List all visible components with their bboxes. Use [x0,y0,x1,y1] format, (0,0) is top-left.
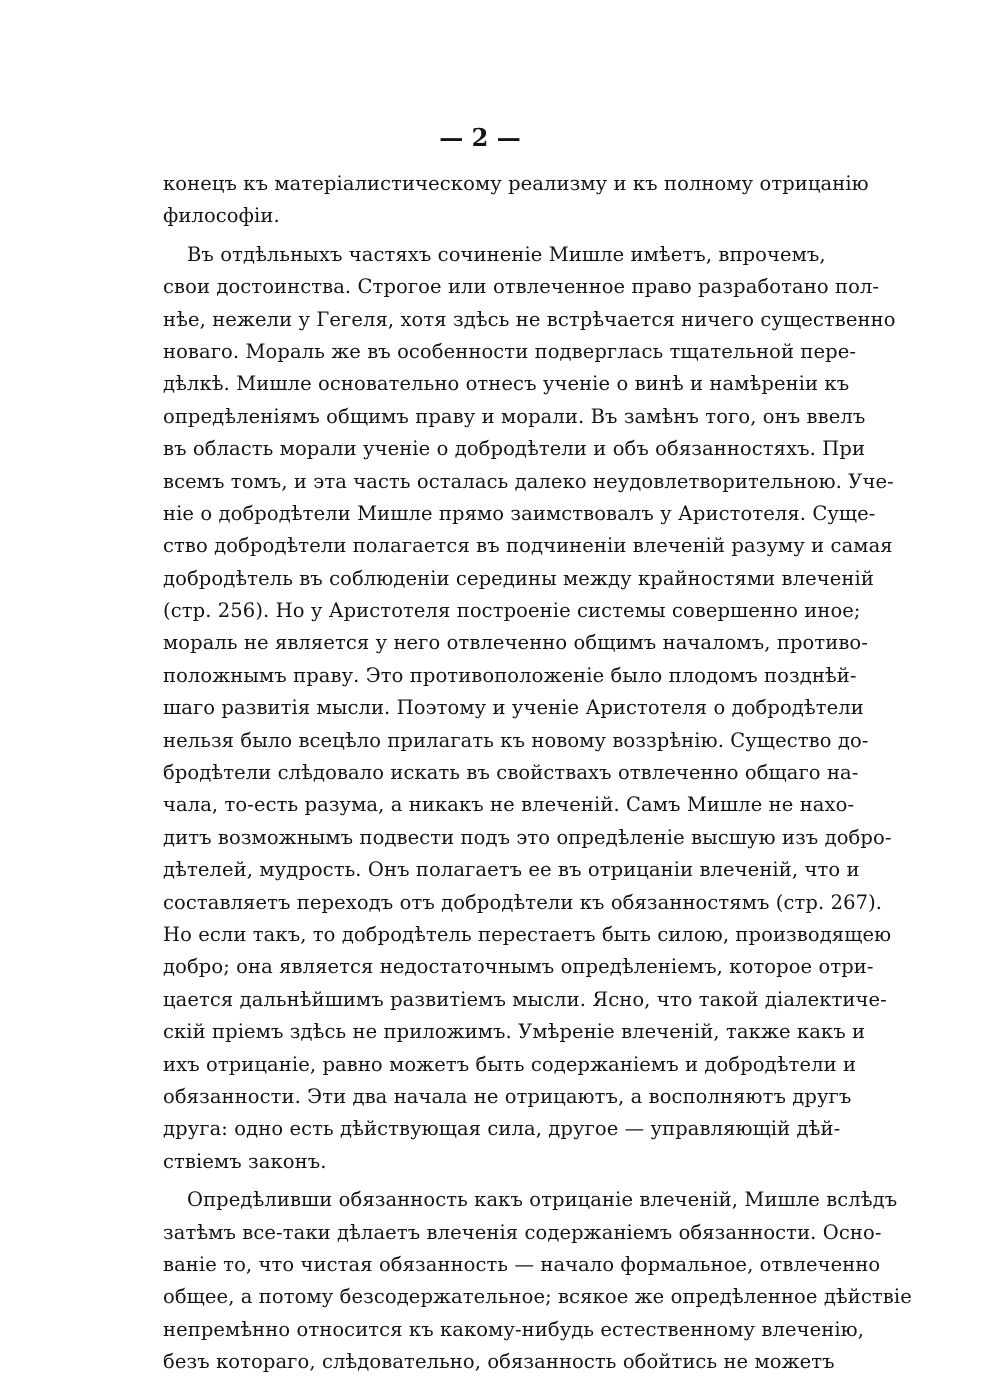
text-line: ство добродѣтели полагается въ подчиненіи влеченій разуму и самая [163,534,893,558]
text-line: Опредѣливши обязанность какъ отрицаніе влеченій, Мишле вслѣдъ [187,1188,898,1212]
page-number: — 2 — [439,123,521,152]
text-line: дитъ возможнымъ подвести подъ это опредѣленіе высшую изъ добро- [163,825,892,849]
text-line: составляетъ переходъ отъ добродѣтели къ обязанностямъ (стр. 267). [163,890,883,914]
text-line: добро; она является недостаточнымъ опредѣленіемъ, которое отри- [163,955,874,979]
text-line: цается дальнѣйшимъ развитіемъ мысли. Ясно, что такой діалектиче- [163,987,887,1011]
text-line: добродѣтель въ соблюденіи середины между крайностями влеченій [163,566,874,590]
text-line: дѣлкѣ. Мишле основательно отнесъ ученіе о винѣ и намѣреніи къ [163,372,850,396]
text-line: Въ отдѣльныхъ частяхъ сочиненіе Мишле имѣетъ, впрочемъ, [187,242,826,266]
text-line: нельзя было всецѣло прилагать къ новому воззрѣнію. Существо до- [163,728,869,752]
text-line: Но если такъ, то добродѣтель перестаетъ быть силою, производящею [163,922,892,946]
text-line: (стр. 256). Но у Аристотеля построеніе системы совершенно иное; [163,599,861,623]
text-line: новаго. Мораль же въ особенности подверглась тщательной пере- [163,339,857,363]
paragraph [163,239,896,1178]
text-line: философіи. [163,204,280,228]
text-line: опредѣленіямъ общимъ праву и морали. Въ замѣнъ того, онъ ввелъ [163,404,866,428]
body-text [163,168,912,1378]
text-line: бродѣтели слѣдовало искать въ свойствахъ отвлеченно общаго на- [163,761,859,785]
text-line: ихъ отрицаніе, равно можетъ быть содержаніемъ и добродѣтели и [163,1052,857,1076]
text-line: чала, то-есть разума, а никакъ не влеченій. Самъ Мишле не нахо- [163,793,855,817]
text-line: ваніе то, что чистая обязанность — начало формальное, отвлеченно [163,1252,881,1276]
text-line: конецъ къ матеріалистическому реализму и къ полному отрицанію [163,172,869,195]
text-line: ствіемъ законъ. [163,1149,327,1173]
text-line: безъ котораго, слѣдовательно, обязанность обойтись не можетъ [163,1350,835,1374]
text-line: нѣе, нежели у Гегеля, хотя здѣсь не встрѣчается ничего существенно [163,307,896,331]
text-line: общее, а потому безсодержательное; всякое же опредѣленное дѣйствіе [163,1285,912,1309]
text-line: затѣмъ все-таки дѣлаетъ влеченія содержаніемъ обязанности. Осно- [163,1220,882,1244]
text-line: свои достоинства. Строгое или отвлеченное право разработано пол- [163,275,880,299]
text-line: всемъ томъ, и эта часть осталась далеко неудовлетворительною. Уче- [163,469,894,493]
text-line: друга: одно есть дѣйствующая сила, другое — управляющій дѣй- [163,1117,841,1141]
paragraph [163,168,869,233]
text-line: скій пріемъ здѣсь не приложимъ. Умѣреніе влеченій, также какъ и [163,1020,866,1044]
text-line: мораль не является у него отвлеченно общимъ началомъ, противо- [163,631,868,655]
paragraph [163,1184,912,1378]
text-line: обязанности. Эти два начала не отрицаютъ, а восполняютъ другъ [163,1084,852,1108]
text-line: въ область морали ученіе о добродѣтели и объ обязанностяхъ. При [163,437,866,461]
text-line: положнымъ праву. Это противоположеніе было плодомъ позднѣй- [163,663,857,687]
text-line: непремѣнно относится къ какому-нибудь естественному влеченію, [163,1317,865,1341]
text-line: дѣтелей, мудрость. Онъ полагаетъ ее въ отрицаніи влеченій, что и [163,858,860,882]
text-line: шаго развитія мысли. Поэтому и ученіе Аристотеля о добродѣтели [163,696,864,720]
text-line: ніе о добродѣтели Мишле прямо заимствовалъ у Аристотеля. Суще- [163,501,876,525]
